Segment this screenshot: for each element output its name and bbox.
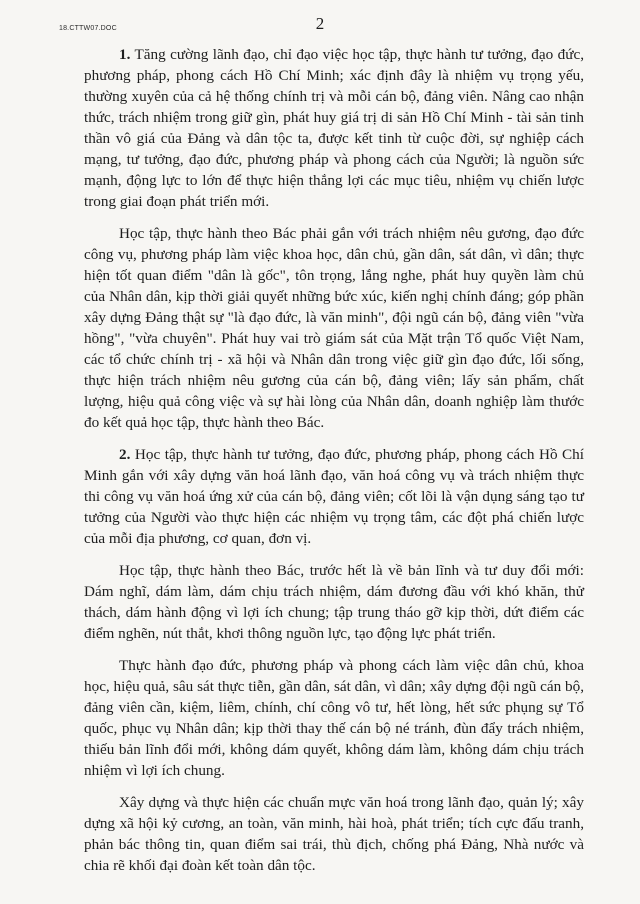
file-label: 18.CTTW07.DOC: [59, 25, 117, 32]
paragraph-2: [84, 223, 584, 433]
paragraph-1: [84, 44, 584, 212]
paragraph-text: Tăng cường lãnh đạo, chỉ đạo việc học tập, thực hành tư tưởng, đạo đức, phương pháp, phong cách Hồ Chí Minh; xác định đây là nhiệm vụ trọng yếu, thường xuyên của cả hệ thống chính trị và mỗi cán bộ, đảng viên. Nâng cao nhận thức, trách nhiệm trong giữ gìn, phát huy giá trị di sản Hồ Chí Minh - tài sản tinh thần vô giá của Đảng và dân tộc ta, được kết tinh từ cuộc đời, sự nghiệp cách mạng, tư tưởng, đạo đức, phương pháp và phong cách của Người; là nguồn sức mạnh, động lực to lớn để thực hiện thắng lợi các mục tiêu, nhiệm vụ chiến lược trong giai đoạn phát triển mới.: [84, 46, 584, 210]
paragraph-text: Thực hành đạo đức, phương pháp và phong cách làm việc dân chủ, khoa học, hiệu quả, sâu sát thực tiễn, gần dân, sát dân, vì dân; xây dựng đội ngũ cán bộ, đảng viên cần, kiệm, liêm, chính, chí công vô tư, hết lòng, hết sức phụng sự Tổ quốc, phục vụ Nhân dân; kịp thời thay thế cán bộ né tránh, đùn đẩy trách nhiệm, thiếu bản lĩnh đổi mới, không dám quyết, không dám làm, không dám chịu trách nhiệm vì lợi ích chung.: [84, 657, 584, 779]
page-number: 2: [315, 14, 325, 33]
paragraph-6: [84, 792, 584, 876]
paragraph-3: [84, 444, 584, 549]
section-number: 2.: [119, 446, 131, 463]
paragraph-text: Học tập, thực hành tư tưởng, đạo đức, phương pháp, phong cách Hồ Chí Minh gắn với xây dựng văn hoá lãnh đạo, văn hoá công vụ và trách nhiệm thực thi công vụ văn hoá ứng xử của cán bộ, đảng viên; cốt lõi là vận dụng sáng tạo tư tưởng của Người vào thực hiện các nhiệm vụ trọng tâm, các đột phá chiến lược của mỗi địa phương, cơ quan, đơn vị.: [84, 446, 584, 547]
document-body: [84, 44, 584, 887]
paragraph-4: [84, 560, 584, 644]
paragraph-text: Xây dựng và thực hiện các chuẩn mực văn hoá trong lãnh đạo, quản lý; xây dựng xã hội kỷ cương, an toàn, văn minh, hài hoà, phát triển; tích cực đấu tranh, phản bác thông tin, quan điểm sai trái, thù địch, chống phá Đảng, Nhà nước và chia rẽ khối đại đoàn kết toàn dân tộc.: [84, 794, 584, 874]
paragraph-text: Học tập, thực hành theo Bác, trước hết là về bản lĩnh và tư duy đổi mới: Dám nghĩ, dám làm, dám chịu trách nhiệm, dám đương đầu với khó khăn, thử thách, dám hành động vì lợi ích chung; tập trung tháo gỡ kịp thời, dứt điểm các điểm nghẽn, nút thắt, khơi thông nguồn lực, tạo động lực phát triển.: [84, 562, 584, 642]
paragraph-text: Học tập, thực hành theo Bác phải gắn với trách nhiệm nêu gương, đạo đức công vụ, phương pháp làm việc khoa học, dân chủ, gần dân, sát dân, vì dân; thực hiện tốt quan điểm "dân là gốc", tôn trọng, lắng nghe, phát huy quyền làm chủ của Nhân dân, kịp thời giải quyết những bức xúc, kiến nghị chính đáng; góp phần xây dựng Đảng thật sự "là đạo đức, là văn minh", đội ngũ cán bộ, đảng viên "vừa hồng", "vừa chuyên". Phát huy vai trò giám sát của Mặt trận Tổ quốc Việt Nam, các tổ chức chính trị - xã hội và Nhân dân trong việc giữ gìn đạo đức, lối sống, thực hiện trách nhiệm nêu gương của cán bộ, đảng viên; lấy sản phẩm, chất lượng, hiệu quả công việc và sự hài lòng của Nhân dân, doanh nghiệp làm thước đo kết quả học tập, thực hành theo Bác.: [84, 225, 584, 431]
section-number: 1.: [119, 46, 131, 63]
paragraph-5: [84, 655, 584, 781]
